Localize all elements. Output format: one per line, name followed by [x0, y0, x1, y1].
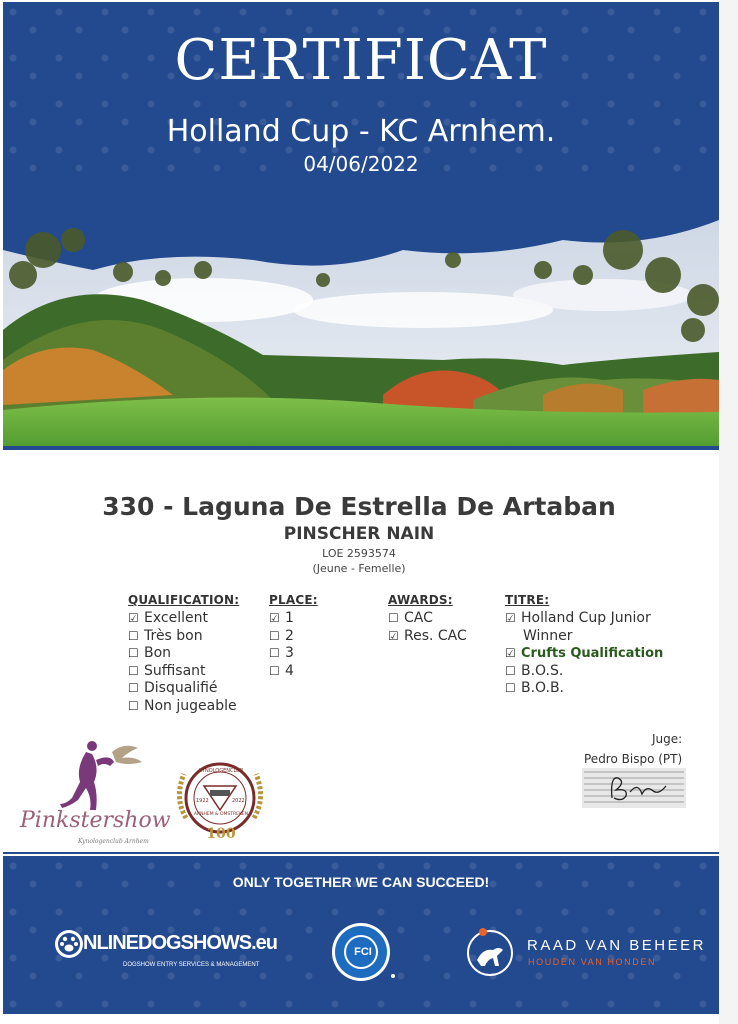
fci-text: FCI — [354, 946, 372, 958]
option-label: 4 — [285, 662, 294, 679]
place-heading: PLACE: — [269, 593, 318, 607]
checkbox-checked: ☑ — [388, 628, 399, 643]
checkbox-checked: ☑ — [128, 611, 139, 625]
footer-motto: ONLY TOGETHER WE CAN SUCCEED! — [232, 874, 490, 890]
checkbox-unchecked: ☐ — [269, 646, 280, 660]
option-holland-cup-junior-winner — [505, 610, 663, 628]
option-continuation — [505, 628, 663, 646]
place-column — [269, 593, 318, 680]
landscape-photo — [3, 180, 719, 450]
onlinedogshows-subtitle: DOGSHOW ENTRY SERVICES & MANAGEMENT — [123, 962, 260, 968]
dog-class: (Jeune - Femelle) — [312, 562, 406, 575]
checkbox-unchecked: ☐ — [269, 628, 280, 643]
paw-circle-icon — [53, 928, 85, 960]
option-disqualifie — [128, 680, 239, 698]
titre-heading: TITRE: — [505, 593, 550, 607]
pinkstershow-name: Pinkstershow — [20, 808, 171, 833]
awards-column — [388, 593, 467, 645]
checkbox-unchecked: ☐ — [128, 681, 139, 695]
page-edge — [719, 0, 738, 1024]
checkbox-unchecked: ☐ — [128, 698, 139, 713]
option-label: Suffisant — [144, 662, 206, 679]
option-place-2 — [269, 628, 318, 646]
certificate-title: CERTIFICAT — [174, 28, 548, 93]
raad-van-beheer-logo — [463, 926, 713, 982]
option-res-cac — [388, 628, 467, 646]
option-label: Disqualifié — [144, 680, 218, 696]
pinkstershow-logo — [16, 738, 156, 850]
checkbox-checked: ☑ — [269, 611, 280, 625]
option-place-1 — [269, 610, 318, 628]
checkbox-unchecked: ☐ — [128, 628, 139, 643]
raad-van-beheer-tagline: HOUDEN VAN HONDEN — [528, 957, 657, 967]
option-label: Winner — [523, 627, 573, 644]
judge-name: Pedro Bispo (PT) — [584, 752, 683, 766]
checkbox-unchecked: ☐ — [128, 646, 139, 660]
checkbox-checked: ☑ — [505, 611, 516, 625]
option-place-4 — [269, 663, 318, 681]
option-label: CAC — [404, 610, 433, 626]
divider-bottom — [3, 852, 719, 854]
divider-top — [3, 446, 719, 450]
option-label: B.O.B. — [521, 680, 565, 696]
certificate-footer — [3, 856, 719, 1014]
option-label: Bon — [144, 645, 172, 661]
checkbox-unchecked: ☐ — [505, 681, 516, 695]
option-label: 2 — [285, 627, 294, 644]
option-cac — [388, 610, 467, 628]
event-name: Holland Cup - KC Arnhem. — [166, 114, 556, 149]
dog-circle-icon — [463, 926, 517, 980]
option-label: Très bon — [144, 627, 203, 644]
dog-name: 330 - Laguna De Estrella De Artaban — [102, 492, 616, 521]
pinkstershow-subtitle: Kynologenclub Arnhem — [78, 838, 149, 845]
option-label: 1 — [285, 610, 294, 626]
qualification-column — [128, 593, 239, 715]
seal-year-left: 1922 — [196, 798, 209, 804]
option-non-jugeable — [128, 698, 239, 716]
option-place-3 — [269, 645, 318, 663]
judge-signature — [582, 768, 686, 808]
seal-top-text: KYNOLOGENCLUB — [198, 768, 244, 774]
seal-bottom-text: ARNHEM & OMSTREKEN — [193, 812, 249, 817]
option-label: 3 — [285, 645, 294, 661]
checkbox-checked: ☑ — [505, 646, 516, 660]
titre-column — [505, 593, 663, 698]
seal-year-right: 2022 — [232, 798, 245, 804]
option-label: Crufts Qualification — [521, 646, 664, 661]
option-bon — [128, 645, 239, 663]
awards-heading: AWARDS: — [388, 593, 453, 607]
checkbox-unchecked: ☐ — [388, 611, 399, 625]
option-label: Res. CAC — [404, 627, 467, 644]
registration-number: LOE 2593574 — [322, 547, 396, 560]
option-crufts-qualification — [505, 645, 663, 663]
onlinedogshows-name: NLINEDOGSHOWS.eu — [83, 932, 278, 954]
onlinedogshows-logo — [53, 926, 278, 980]
option-bos — [505, 663, 663, 681]
option-label: Non jugeable — [144, 697, 237, 714]
judge-label: Juge: — [652, 732, 683, 746]
checkbox-unchecked: ☐ — [128, 663, 139, 678]
option-excellent — [128, 610, 239, 628]
qualification-heading: QUALIFICATION: — [128, 593, 240, 607]
raad-van-beheer-name: RAAD VAN BEHEER — [527, 937, 706, 954]
option-label: Holland Cup Junior — [521, 610, 651, 626]
option-label: B.O.S. — [521, 662, 564, 679]
option-label: Excellent — [144, 610, 208, 626]
seal-anniversary: 100 — [206, 826, 236, 842]
option-suffisant — [128, 663, 239, 681]
event-date: 04/06/2022 — [303, 152, 419, 176]
option-bob — [505, 680, 663, 698]
checkbox-unchecked: ☐ — [269, 663, 280, 678]
option-tres-bon — [128, 628, 239, 646]
checkbox-unchecked: ☐ — [505, 663, 516, 678]
dog-breed: PINSCHER NAIN — [283, 524, 435, 544]
